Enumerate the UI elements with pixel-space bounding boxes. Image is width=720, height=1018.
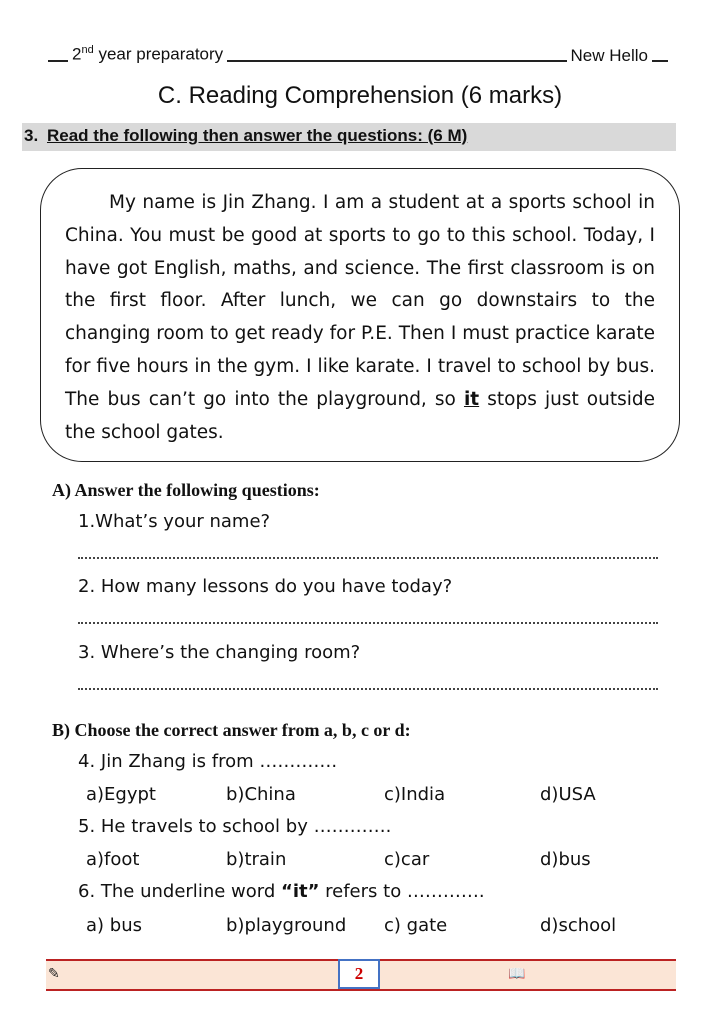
option-b[interactable]: b)train (226, 849, 287, 870)
option-c[interactable]: c) gate (384, 915, 448, 936)
answer-line-3[interactable] (78, 688, 658, 690)
option-c[interactable]: c)India (384, 784, 446, 805)
question-number: 3. (24, 126, 39, 145)
question-4: 4. Jin Zhang is from …………. (78, 751, 338, 772)
section-a-heading: A) Answer the following questions: (52, 480, 320, 500)
question-instruction: Read the following then answer the questions: (6 M) (47, 126, 468, 145)
answer-line-1[interactable] (78, 557, 658, 559)
answer-line-2[interactable] (78, 622, 658, 624)
pencil-icon: ✎ (48, 966, 60, 982)
question-6: 6. The underline word “it” refers to …………. (78, 881, 485, 902)
section-b-heading: B) Choose the correct answer from a, b, c or d: (52, 720, 411, 740)
option-a[interactable]: a)Egypt (86, 784, 156, 805)
grade-label: 2nd year preparatory (68, 44, 227, 65)
page-title: C. Reading Comprehension (6 marks) (157, 82, 563, 109)
option-b[interactable]: b)playground (226, 915, 347, 936)
option-d[interactable]: d)bus (540, 849, 591, 870)
page-number: 2 (338, 959, 380, 989)
question-2: 2. How many lessons do you have today? (78, 576, 453, 597)
reading-passage (40, 168, 680, 462)
passage-underlined-word: it (463, 388, 480, 410)
option-a[interactable]: a) bus (86, 915, 142, 936)
question-3: 3. Where’s the changing room? (78, 642, 361, 663)
question-5: 5. He travels to school by …………. (78, 816, 392, 837)
option-a[interactable]: a)foot (86, 849, 140, 870)
option-b[interactable]: b)China (226, 784, 296, 805)
option-d[interactable]: d)USA (540, 784, 596, 805)
page-header (48, 44, 672, 68)
question-1: 1.What’s your name? (78, 511, 271, 532)
option-d[interactable]: d)school (540, 915, 617, 936)
footer-rule-bottom (46, 989, 676, 991)
passage-text: My name is Jin Zhang. I am a student at a sports school in China. You must be good at sports to go to this school. Today, I have got English, maths, and science. The first classroom is on the first floor. After lunch, we can go downstairs to the changing room to get ready for P.E. Then I must practice karate for five hours in the gym. I like karate. I travel to school by bus. The bus can’t go into the playground, so (65, 192, 655, 410)
book-name: New Hello (567, 46, 652, 66)
passage-text-end: stops just outside the school gates. (65, 388, 655, 443)
question-bar (22, 123, 676, 151)
option-c[interactable]: c)car (384, 849, 430, 870)
book-icon: 📖 (508, 966, 526, 982)
